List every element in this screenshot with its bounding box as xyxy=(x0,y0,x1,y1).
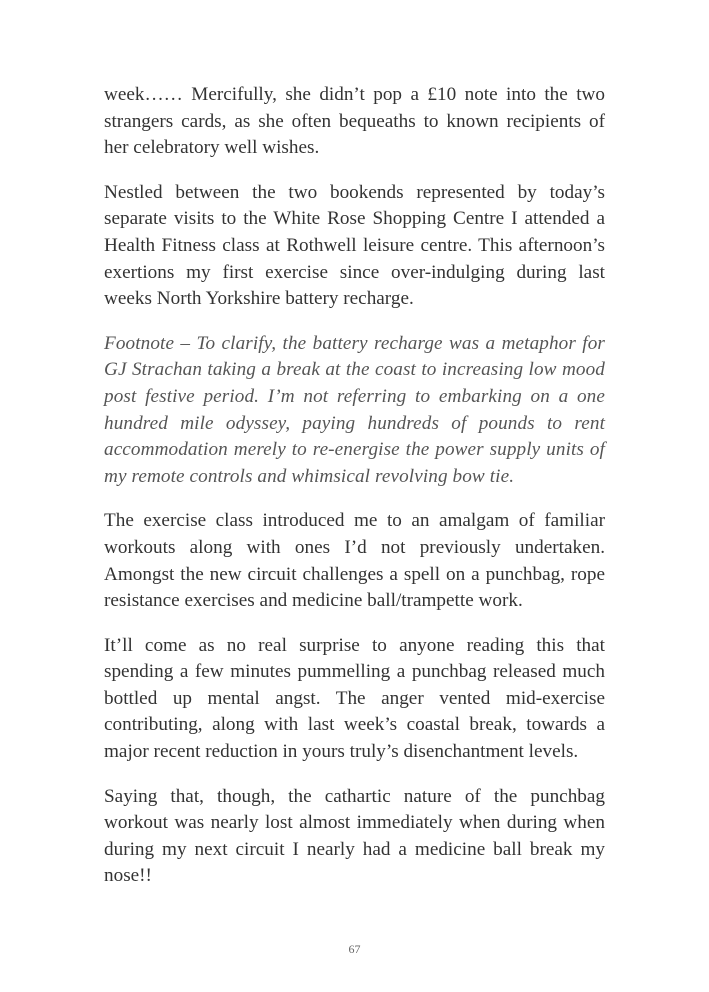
paragraph: Nestled between the two bookends represented by today’s separate visits to the White Rose Shopping Centre I attended a Health Fitness class at Rothwell leisure centre. This afternoon’s exertions my first exercise since over-indulging during last weeks North Yorkshire battery recharge. xyxy=(104,181,605,310)
paragraph: It’ll come as no real surprise to anyone reading this that spending a few minutes pummelling a punchbag released much bottled up mental angst. The anger vented mid-exercise contributing, along with last week’s coastal break, towards a major recent reduction in yours truly’s disenchantment levels. xyxy=(104,634,605,763)
page-body xyxy=(104,82,605,908)
paragraph: The exercise class introduced me to an amalgam of familiar workouts along with ones I’d not previously undertaken. Amongst the new circuit challenges a spell on a punchbag, rope resistance exercises and medicine ball/trampette work. xyxy=(104,510,605,612)
paragraph: Saying that, though, the cathartic nature of the punchbag workout was nearly lost almost immediately when during when during my next circuit I nearly had a medicine ball break my nose!! xyxy=(104,785,605,887)
footnote-paragraph: Footnote – To clarify, the battery recharge was a metaphor for GJ Strachan taking a break at the coast to increasing low mood post festive period. I’m not referring to embarking on a one hundred mile odyssey, paying hundreds of pounds to rent accommodation merely to re-energise the power supply units of my remote controls and whimsical revolving bow tie. xyxy=(104,332,605,487)
paragraph: week…… Mercifully, she didn’t pop a £10 note into the two strangers cards, as she often bequeaths to known recipients of her celebratory well wishes. xyxy=(104,84,605,159)
page-number: 67 xyxy=(348,942,361,956)
